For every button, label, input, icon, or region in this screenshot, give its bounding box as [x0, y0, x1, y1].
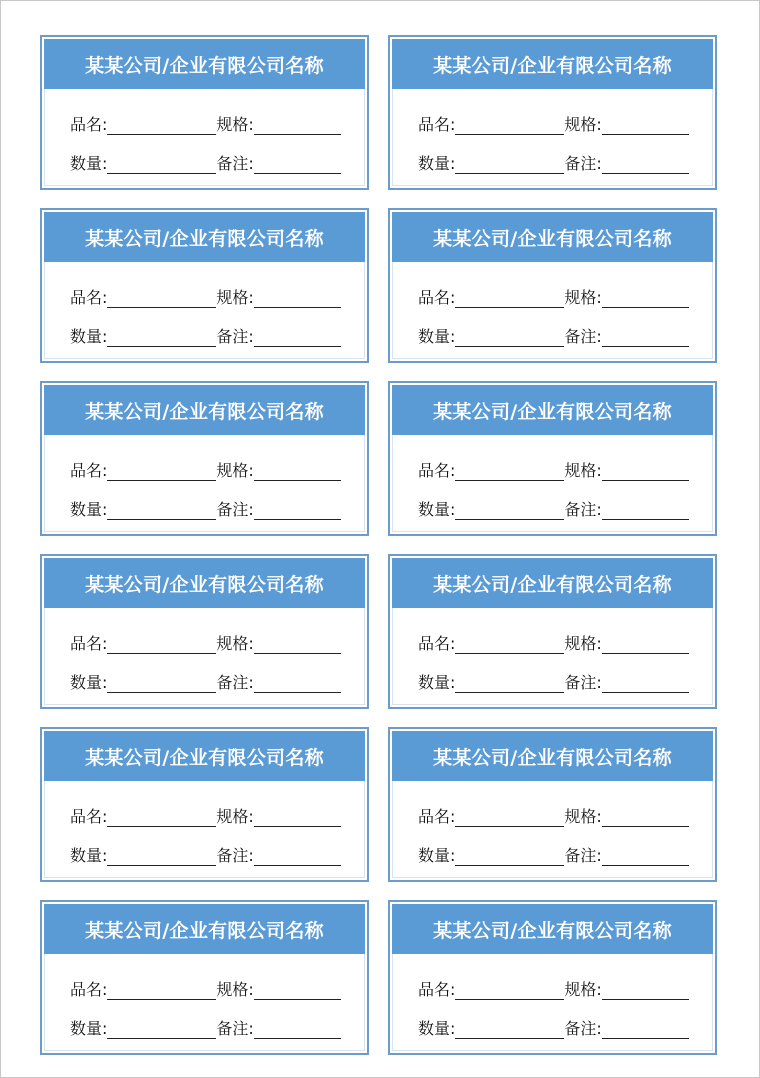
company-name-header: 某某公司/企业有限公司名称 — [392, 558, 713, 608]
note-blank[interactable] — [254, 328, 341, 347]
name-blank[interactable] — [455, 808, 564, 827]
note-blank[interactable] — [602, 328, 689, 347]
company-name-header: 某某公司/企业有限公司名称 — [392, 904, 713, 954]
spec-blank[interactable] — [602, 462, 689, 481]
note-label: 备注: — [564, 846, 602, 865]
quantity-label: 数量: — [418, 327, 456, 346]
label-sheet — [40, 35, 717, 1055]
company-name-header: 某某公司/企业有限公司名称 — [392, 385, 713, 435]
spec-blank[interactable] — [254, 462, 341, 481]
label-card — [388, 554, 717, 709]
name-label: 品名: — [418, 807, 456, 826]
name-blank[interactable] — [455, 289, 564, 308]
spec-blank[interactable] — [602, 635, 689, 654]
quantity-blank[interactable] — [107, 674, 216, 693]
note-blank[interactable] — [602, 1020, 689, 1039]
name-label: 品名: — [70, 115, 108, 134]
field-row-name-spec — [70, 630, 341, 654]
spec-blank[interactable] — [254, 635, 341, 654]
quantity-label: 数量: — [70, 1019, 108, 1038]
spec-blank[interactable] — [254, 808, 341, 827]
note-label: 备注: — [564, 327, 602, 346]
name-blank[interactable] — [107, 635, 216, 654]
quantity-blank[interactable] — [107, 501, 216, 520]
field-row-qty-note — [418, 1015, 689, 1039]
quantity-label: 数量: — [70, 846, 108, 865]
quantity-label: 数量: — [418, 1019, 456, 1038]
label-card — [388, 727, 717, 882]
note-label: 备注: — [216, 500, 254, 519]
note-blank[interactable] — [254, 847, 341, 866]
spec-blank[interactable] — [254, 116, 341, 135]
label-card — [40, 208, 369, 363]
quantity-blank[interactable] — [455, 328, 564, 347]
spec-label: 规格: — [216, 288, 254, 307]
company-name-header: 某某公司/企业有限公司名称 — [44, 904, 365, 954]
note-blank[interactable] — [602, 847, 689, 866]
note-blank[interactable] — [254, 674, 341, 693]
field-row-name-spec — [70, 976, 341, 1000]
field-row-name-spec — [70, 803, 341, 827]
note-blank[interactable] — [254, 1020, 341, 1039]
spec-blank[interactable] — [254, 981, 341, 1000]
company-name-header: 某某公司/企业有限公司名称 — [392, 731, 713, 781]
quantity-blank[interactable] — [107, 1020, 216, 1039]
quantity-blank[interactable] — [455, 674, 564, 693]
spec-blank[interactable] — [254, 289, 341, 308]
quantity-blank[interactable] — [107, 847, 216, 866]
company-name-header: 某某公司/企业有限公司名称 — [392, 39, 713, 89]
spec-label: 规格: — [564, 980, 602, 999]
spec-label: 规格: — [564, 807, 602, 826]
name-blank[interactable] — [107, 289, 216, 308]
spec-label: 规格: — [564, 461, 602, 480]
note-blank[interactable] — [602, 501, 689, 520]
label-card — [388, 35, 717, 190]
name-label: 品名: — [70, 980, 108, 999]
quantity-label: 数量: — [418, 500, 456, 519]
company-name-header: 某某公司/企业有限公司名称 — [44, 39, 365, 89]
name-label: 品名: — [418, 634, 456, 653]
spec-label: 规格: — [216, 980, 254, 999]
company-name-header: 某某公司/企业有限公司名称 — [44, 385, 365, 435]
label-card — [40, 900, 369, 1055]
field-row-qty-note — [418, 669, 689, 693]
company-name-header: 某某公司/企业有限公司名称 — [44, 212, 365, 262]
field-row-qty-note — [70, 669, 341, 693]
name-blank[interactable] — [107, 116, 216, 135]
spec-label: 规格: — [216, 634, 254, 653]
quantity-blank[interactable] — [455, 847, 564, 866]
spec-blank[interactable] — [602, 981, 689, 1000]
quantity-label: 数量: — [418, 846, 456, 865]
note-label: 备注: — [216, 846, 254, 865]
name-blank[interactable] — [455, 116, 564, 135]
label-card — [40, 381, 369, 536]
note-label: 备注: — [564, 154, 602, 173]
field-row-qty-note — [418, 150, 689, 174]
name-blank[interactable] — [455, 981, 564, 1000]
label-card — [40, 727, 369, 882]
spec-label: 规格: — [216, 807, 254, 826]
field-row-name-spec — [70, 457, 341, 481]
field-row-qty-note — [70, 842, 341, 866]
note-label: 备注: — [216, 673, 254, 692]
quantity-label: 数量: — [418, 673, 456, 692]
spec-blank[interactable] — [602, 116, 689, 135]
label-card — [40, 554, 369, 709]
note-label: 备注: — [216, 1019, 254, 1038]
name-blank[interactable] — [107, 808, 216, 827]
spec-blank[interactable] — [602, 289, 689, 308]
spec-label: 规格: — [564, 634, 602, 653]
field-row-qty-note — [418, 496, 689, 520]
name-label: 品名: — [70, 288, 108, 307]
note-label: 备注: — [564, 673, 602, 692]
label-card — [388, 381, 717, 536]
company-name-header: 某某公司/企业有限公司名称 — [392, 212, 713, 262]
label-card — [388, 900, 717, 1055]
note-blank[interactable] — [254, 501, 341, 520]
name-label: 品名: — [418, 980, 456, 999]
note-label: 备注: — [216, 154, 254, 173]
quantity-blank[interactable] — [107, 155, 216, 174]
spec-label: 规格: — [216, 115, 254, 134]
name-label: 品名: — [70, 461, 108, 480]
field-row-name-spec — [418, 284, 689, 308]
quantity-label: 数量: — [70, 154, 108, 173]
field-row-qty-note — [418, 842, 689, 866]
field-row-name-spec — [418, 630, 689, 654]
field-row-name-spec — [418, 111, 689, 135]
field-row-name-spec — [418, 803, 689, 827]
label-card — [40, 35, 369, 190]
field-row-name-spec — [70, 284, 341, 308]
quantity-blank[interactable] — [455, 501, 564, 520]
spec-blank[interactable] — [602, 808, 689, 827]
note-blank[interactable] — [602, 155, 689, 174]
name-blank[interactable] — [455, 462, 564, 481]
quantity-label: 数量: — [70, 500, 108, 519]
name-label: 品名: — [418, 115, 456, 134]
name-label: 品名: — [70, 634, 108, 653]
field-row-qty-note — [70, 1015, 341, 1039]
quantity-blank[interactable] — [455, 155, 564, 174]
note-label: 备注: — [564, 1019, 602, 1038]
name-label: 品名: — [70, 807, 108, 826]
field-row-name-spec — [418, 976, 689, 1000]
quantity-blank[interactable] — [107, 328, 216, 347]
field-row-qty-note — [70, 150, 341, 174]
spec-label: 规格: — [564, 288, 602, 307]
name-blank[interactable] — [107, 981, 216, 1000]
note-blank[interactable] — [254, 155, 341, 174]
company-name-header: 某某公司/企业有限公司名称 — [44, 731, 365, 781]
name-blank[interactable] — [455, 635, 564, 654]
spec-label: 规格: — [216, 461, 254, 480]
quantity-label: 数量: — [418, 154, 456, 173]
note-label: 备注: — [216, 327, 254, 346]
company-name-header: 某某公司/企业有限公司名称 — [44, 558, 365, 608]
name-label: 品名: — [418, 461, 456, 480]
field-row-qty-note — [70, 323, 341, 347]
field-row-name-spec — [418, 457, 689, 481]
quantity-label: 数量: — [70, 327, 108, 346]
quantity-label: 数量: — [70, 673, 108, 692]
field-row-qty-note — [70, 496, 341, 520]
spec-label: 规格: — [564, 115, 602, 134]
note-blank[interactable] — [602, 674, 689, 693]
field-row-name-spec — [70, 111, 341, 135]
note-label: 备注: — [564, 500, 602, 519]
label-card — [388, 208, 717, 363]
name-label: 品名: — [418, 288, 456, 307]
field-row-qty-note — [418, 323, 689, 347]
name-blank[interactable] — [107, 462, 216, 481]
quantity-blank[interactable] — [455, 1020, 564, 1039]
